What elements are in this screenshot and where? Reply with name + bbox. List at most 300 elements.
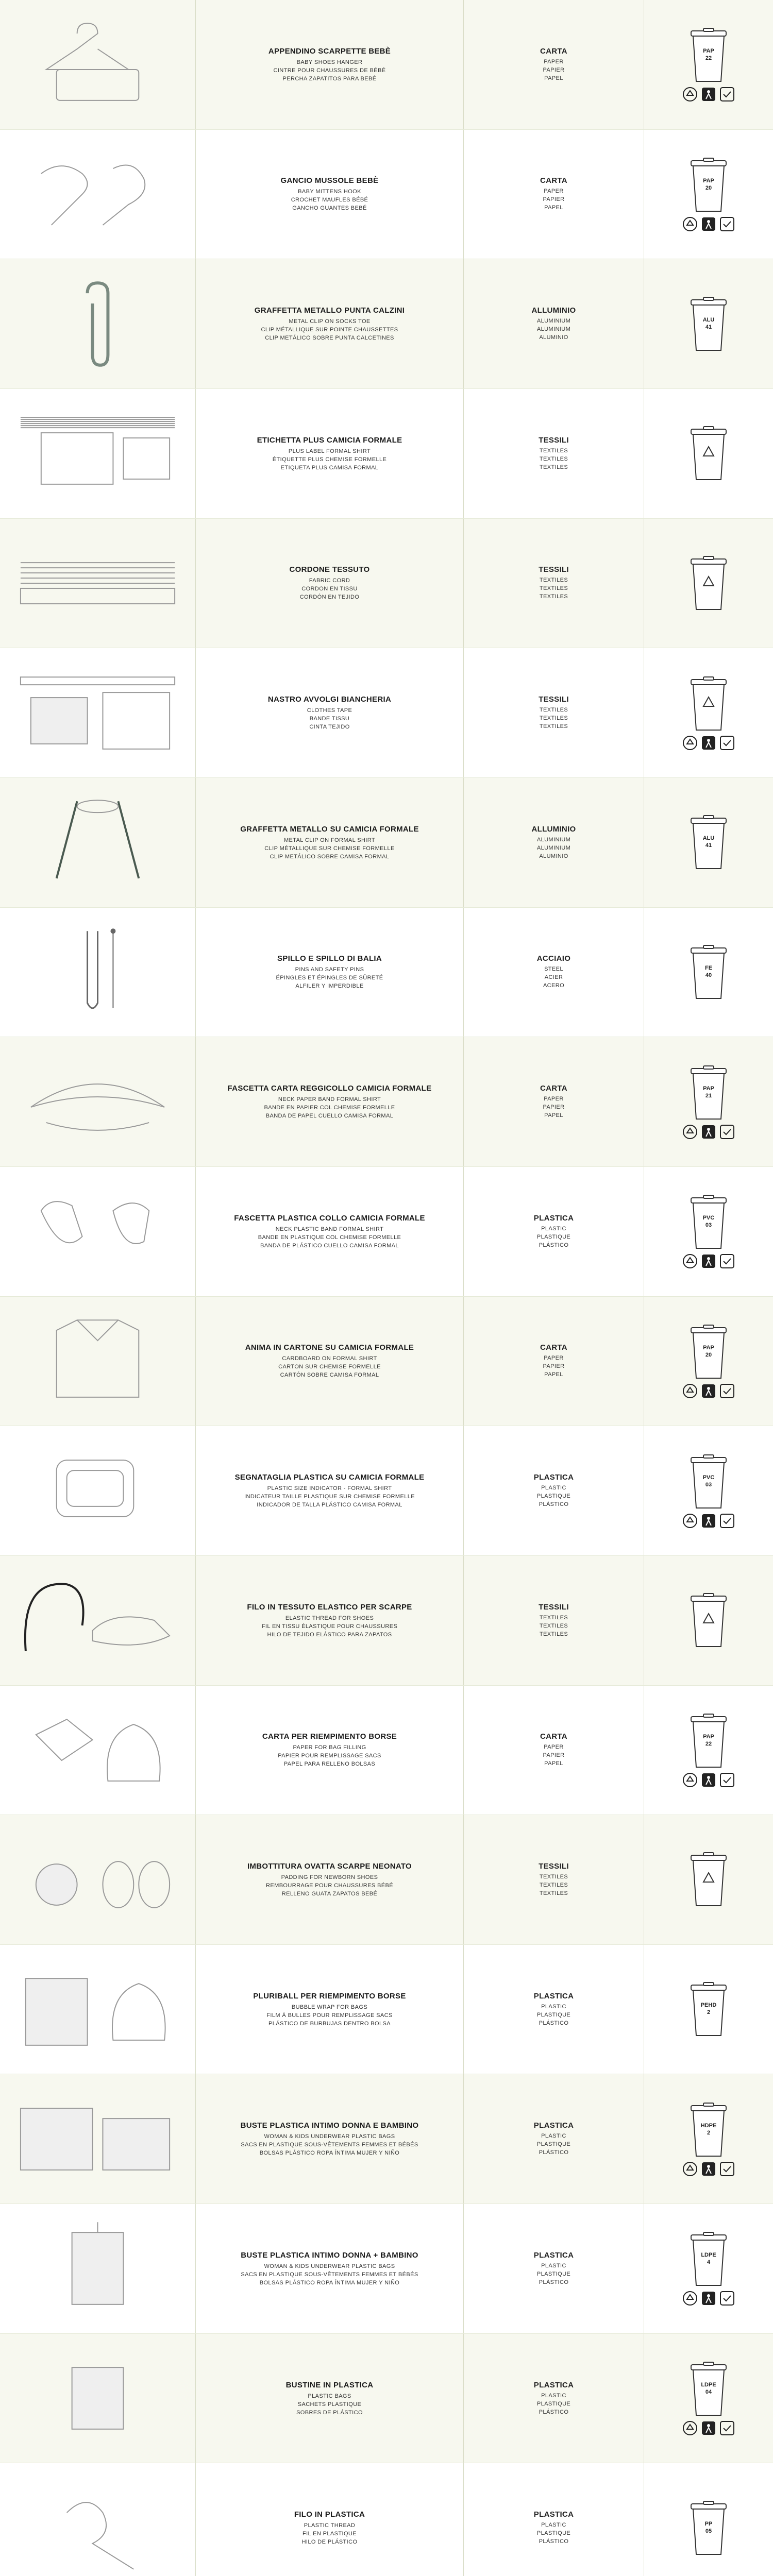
material-name: CARTA <box>540 1732 567 1741</box>
material-entry <box>539 1862 569 1897</box>
plus-label-icon <box>0 402 195 505</box>
material-translation: TEXTILES <box>539 464 568 470</box>
tidyman-icon <box>701 735 716 751</box>
bin-code-label: LDPE <box>701 2252 716 2259</box>
recycle-icon <box>682 1124 698 1140</box>
material-cell <box>464 0 644 129</box>
material-group <box>540 47 567 82</box>
material-translation: PAPER <box>544 1096 564 1103</box>
material-translation: PLÁSTICO <box>539 2279 569 2285</box>
table-row <box>0 130 773 260</box>
bin-code-label: PVC <box>702 1215 715 1222</box>
material-cell <box>464 259 644 388</box>
bin-code-label: PVC <box>702 1474 715 1481</box>
material-entry <box>534 2510 574 2546</box>
product-name: FILO IN PLASTICA <box>294 2510 365 2519</box>
bin-entry <box>688 425 729 482</box>
product-translation: ALFILER Y IMPERDIBLE <box>295 983 364 990</box>
bin-icon <box>688 1324 729 1380</box>
bin-icon <box>688 1981 729 2038</box>
product-translation: BABY SHOES HANGER <box>296 59 363 65</box>
disposal-cell <box>644 1037 773 1166</box>
bin-entry <box>682 2102 735 2177</box>
size-indicator-icon <box>0 1439 195 1543</box>
product-name: ANIMA IN CARTONE SU CAMICIA FORMALE <box>245 1343 414 1352</box>
recycle-badges <box>682 87 735 102</box>
recycle-icon <box>682 1383 698 1399</box>
material-entry <box>539 1603 569 1638</box>
product-translation: CARTÓN SOBRE CAMISA FORMAL <box>280 1372 379 1379</box>
bin-code-label: ALU <box>702 316 715 323</box>
material-translation: ALUMINIO <box>539 853 568 859</box>
shirt-cardboard-icon <box>0 1310 195 1413</box>
material-group <box>539 695 569 731</box>
bin-code-number: 04 <box>705 2389 712 2396</box>
bin-icon <box>688 2231 729 2287</box>
table-row <box>0 908 773 1038</box>
material-cell <box>464 130 644 259</box>
material-cell <box>464 2334 644 2463</box>
bin-entry <box>682 27 735 102</box>
table-row <box>0 2463 773 2576</box>
hanger-bag-icon <box>0 2217 195 2320</box>
product-name-cell <box>196 1297 464 1426</box>
product-image-cell <box>0 1686 196 1815</box>
material-translation: PLÁSTICO <box>539 2409 569 2415</box>
product-translation: WOMAN & KIDS UNDERWEAR PLASTIC BAGS <box>264 2133 395 2140</box>
product-name-cell <box>196 1426 464 1555</box>
shoe-padding-icon <box>0 1828 195 1931</box>
bin-icon <box>688 1064 729 1121</box>
bin-icon <box>688 157 729 213</box>
product-name: SPILLO E SPILLO DI BALIA <box>277 954 382 963</box>
bin-check-icon <box>719 1253 735 1269</box>
material-translation: TEXTILES <box>539 1882 568 1888</box>
bin-code-label: PEHD <box>700 2002 717 2009</box>
material-group <box>534 2251 574 2286</box>
material-group <box>540 1732 567 1768</box>
disposal-cell <box>644 648 773 777</box>
material-translation: PAPER <box>544 58 564 65</box>
bin-check-icon <box>719 1383 735 1399</box>
product-translation: FIL EN TISSU ÉLASTIQUE POUR CHAUSSURES <box>261 1623 398 1630</box>
material-name: TESSILI <box>539 435 569 445</box>
bin-check-icon <box>719 87 735 102</box>
material-translation: PLASTIQUE <box>536 2011 571 2018</box>
material-entry <box>534 2121 574 2157</box>
metal-clip-icon <box>0 273 195 376</box>
product-translation: ELASTIC THREAD FOR SHOES <box>285 1615 374 1621</box>
bin-entry <box>688 555 729 612</box>
material-group <box>531 306 576 342</box>
product-image-cell <box>0 1297 196 1426</box>
material-translation: PLASTIC <box>541 1485 566 1492</box>
bin-check-icon <box>719 735 735 751</box>
material-translation: PAPIER <box>543 196 565 203</box>
material-entry <box>537 954 570 990</box>
material-entry <box>534 1214 574 1249</box>
product-image-cell <box>0 1815 196 1944</box>
product-image-cell <box>0 389 196 518</box>
material-translation: PAPEL <box>544 1371 563 1378</box>
bin-icon <box>688 555 729 612</box>
product-translation: BOLSAS PLÁSTICO ROPA ÍNTIMA MUJER Y NIÑO <box>259 2150 400 2157</box>
bin-entry <box>682 1194 735 1269</box>
product-name: GRAFFETTA METALLO PUNTA CALZINI <box>254 306 405 315</box>
bin-icon <box>688 814 729 871</box>
bin-code-number: 21 <box>705 1092 712 1099</box>
bin-check-icon <box>719 216 735 232</box>
linen-tape-icon <box>0 662 195 765</box>
bin-code-number: 03 <box>705 1481 712 1488</box>
material-entry <box>539 436 569 471</box>
material-cell <box>464 1037 644 1166</box>
bin-icon <box>688 425 729 482</box>
bin-group <box>688 1592 729 1649</box>
product-translation: CARTON SUR CHEMISE FORMELLE <box>278 1364 381 1370</box>
material-translation: PLÁSTICO <box>539 2149 569 2156</box>
recycle-badges <box>682 2161 735 2177</box>
material-translation: PAPEL <box>544 205 563 211</box>
bin-check-icon <box>719 2420 735 2436</box>
material-translation: PLASTIQUE <box>536 2270 571 2277</box>
product-translation: FIL EN PLASTIQUE <box>302 2531 357 2537</box>
material-cell <box>464 1426 644 1555</box>
product-translation: FILM À BULLES POUR REMPLISSAGE SACS <box>266 2012 393 2019</box>
material-translation: PAPER <box>544 1744 564 1751</box>
product-translation: WOMAN & KIDS UNDERWEAR PLASTIC BAGS <box>264 2263 395 2269</box>
product-translation: SACHETS PLASTIQUE <box>297 2401 362 2408</box>
product-translation: BANDA DE PLÁSTICO CUELLO CAMISA FORMAL <box>260 1242 399 1249</box>
bin-entry <box>682 1064 735 1140</box>
material-entry <box>534 2381 574 2416</box>
bin-entry <box>688 1981 729 2038</box>
product-name: BUSTE PLASTICA INTIMO DONNA + BAMBINO <box>241 2250 418 2260</box>
bin-code-label: PAP <box>703 48 714 55</box>
product-image-cell <box>0 1556 196 1685</box>
material-translation: ALUMINIUM <box>536 318 571 325</box>
disposal-cell <box>644 1945 773 2074</box>
material-translation: PLASTIQUE <box>536 1233 571 1240</box>
bin-code-number: 05 <box>705 2528 712 2534</box>
shirt-clip-icon <box>0 791 195 894</box>
product-translation: METAL CLIP ON SOCKS TOE <box>289 318 371 325</box>
bin-icon <box>688 2361 729 2417</box>
disposal-cell <box>644 908 773 1037</box>
material-name: ALLUMINIO <box>531 306 576 315</box>
product-translation: CLIP METÁLICO SOBRE CAMISA FORMAL <box>270 853 390 860</box>
bin-code-number: 2 <box>707 2009 711 2016</box>
product-name: ETICHETTA PLUS CAMICIA FORMALE <box>257 435 402 445</box>
material-cell <box>464 1686 644 1815</box>
product-translation: PERCHA ZAPATITOS PARA BEBÉ <box>282 75 377 82</box>
material-name: TESSILI <box>539 1861 569 1871</box>
bin-icon <box>688 2500 729 2556</box>
material-name: TESSILI <box>539 1602 569 1612</box>
disposal-cell <box>644 778 773 907</box>
material-translation: PLASTIC <box>541 1225 566 1232</box>
product-name: APPENDINO SCARPETTE BEBÈ <box>268 46 391 56</box>
fabric-cord-icon <box>0 532 195 635</box>
material-translation: PAPER <box>544 188 564 195</box>
material-cell <box>464 519 644 648</box>
bin-check-icon <box>719 2291 735 2306</box>
product-translation: CLIP MÉTALLIQUE SUR POINTE CHAUSSETTES <box>261 327 398 333</box>
bin-icon <box>688 675 729 732</box>
material-name: PLASTICA <box>533 1473 574 1482</box>
material-translation: PLASTIQUE <box>536 1493 571 1500</box>
material-entry <box>531 825 576 860</box>
bin-icon <box>688 944 729 1001</box>
table-row <box>0 519 773 649</box>
product-name-cell <box>196 1815 464 1944</box>
bin-code-number: 2 <box>707 2129 711 2136</box>
table-row <box>0 389 773 519</box>
recycle-icon <box>682 87 698 102</box>
product-translation: BANDE EN PLASTIQUE COL CHEMISE FORMELLE <box>258 1234 401 1241</box>
product-translation: CINTA TEJIDO <box>309 724 350 731</box>
table-row <box>0 1686 773 1816</box>
tidyman-icon <box>701 2420 716 2436</box>
material-cell <box>464 908 644 1037</box>
bin-entry <box>688 1592 729 1649</box>
material-cell <box>464 2463 644 2576</box>
material-translation: PLÁSTICO <box>539 1242 569 1248</box>
material-translation: TEXTILES <box>539 1890 568 1896</box>
recycle-icon <box>682 1513 698 1529</box>
recycle-icon <box>682 216 698 232</box>
tidyman-icon <box>701 87 716 102</box>
product-translation: PAPIER POUR REMPLISSAGE SACS <box>278 1753 381 1759</box>
recycle-icon <box>682 2420 698 2436</box>
product-name-cell <box>196 2334 464 2463</box>
material-translation: PLASTIC <box>541 2522 566 2529</box>
recycle-badges <box>682 216 735 232</box>
table-row <box>0 1167 773 1297</box>
material-translation: TEXTILES <box>539 707 568 714</box>
table-row <box>0 1426 773 1556</box>
material-translation: ACIER <box>544 974 563 981</box>
product-translation: CLIP MÉTALLIQUE SUR CHEMISE FORMELLE <box>264 845 395 852</box>
bin-group <box>682 1194 735 1269</box>
bin-code-label: LDPE <box>701 2382 716 2388</box>
product-name-cell <box>196 778 464 907</box>
material-group <box>531 825 576 860</box>
bin-entry <box>688 814 729 871</box>
recycle-icon <box>682 2161 698 2177</box>
product-translation: METAL CLIP ON FORMAL SHIRT <box>283 837 376 843</box>
bin-group <box>688 2500 729 2556</box>
bin-icon <box>688 1194 729 1250</box>
table-row <box>0 1945 773 2075</box>
material-translation: TEXTILES <box>539 594 568 600</box>
product-name-cell <box>196 648 464 777</box>
product-translation: PLASTIC SIZE INDICATOR - FORMAL SHIRT <box>267 1485 392 1492</box>
product-translation: BOLSAS PLÁSTICO ROPA ÍNTIMA MUJER Y NIÑO <box>259 2279 400 2286</box>
product-translation: GANCHO GUANTES BEBÉ <box>292 205 367 212</box>
bin-icon <box>688 1851 729 1908</box>
bin-code-number: 41 <box>705 324 712 330</box>
mittens-hook-icon <box>0 143 195 246</box>
product-translation: CARDBOARD ON FORMAL SHIRT <box>282 1355 377 1362</box>
product-translation: PLUS LABEL FORMAL SHIRT <box>288 448 371 454</box>
recycle-badges <box>682 1383 735 1399</box>
product-translation: HILO DE TEJIDO ELÁSTICO PARA ZAPATOS <box>267 1631 392 1638</box>
bin-group <box>682 157 735 232</box>
material-translation: ACERO <box>543 982 565 989</box>
product-name: CORDONE TESSUTO <box>289 565 370 574</box>
product-image-cell <box>0 648 196 777</box>
bin-group <box>682 27 735 102</box>
table-row <box>0 1297 773 1427</box>
product-image-cell <box>0 259 196 388</box>
material-translation: ALUMINIUM <box>536 326 571 333</box>
product-translation: CORDÓN EN TEJIDO <box>299 594 360 601</box>
product-translation: PLASTIC BAGS <box>308 2393 351 2399</box>
product-image-cell <box>0 2334 196 2463</box>
bubble-wrap-icon <box>0 1958 195 2061</box>
product-image-cell <box>0 2074 196 2204</box>
material-entry <box>539 695 569 731</box>
table-row <box>0 648 773 778</box>
table-row <box>0 2204 773 2334</box>
baby-shoes-hanger-icon <box>0 13 195 116</box>
bin-code-label: PP <box>704 2520 713 2527</box>
product-name: FASCETTA CARTA REGGICOLLO CAMICIA FORMALE <box>227 1084 432 1093</box>
material-cell <box>464 648 644 777</box>
product-translation: ÉPINGLES ET ÉPINGLES DE SÛRETÉ <box>276 975 383 981</box>
recycle-badges <box>682 735 735 751</box>
disposal-cell <box>644 2074 773 2204</box>
recycle-badges <box>682 2291 735 2306</box>
material-translation: PAPIER <box>543 1104 565 1111</box>
bin-entry <box>682 1453 735 1529</box>
material-cell <box>464 1815 644 1944</box>
underwear-bag-icon <box>0 2088 195 2191</box>
material-translation: TEXTILES <box>539 723 568 730</box>
product-name-cell <box>196 908 464 1037</box>
bin-entry <box>682 2361 735 2436</box>
disposal-cell <box>644 2204 773 2333</box>
material-translation: TEXTILES <box>539 1631 568 1637</box>
product-image-cell <box>0 778 196 907</box>
recycle-icon <box>682 2291 698 2306</box>
tidyman-icon <box>701 216 716 232</box>
material-translation: PLÁSTICO <box>539 2538 569 2545</box>
product-name-cell <box>196 519 464 648</box>
product-translation: PAPER FOR BAG FILLING <box>293 1744 366 1751</box>
product-translation: REMBOURRAGE POUR CHAUSSURES BÉBÉ <box>266 1882 393 1889</box>
material-translation: PAPIER <box>543 66 565 73</box>
small-bag-icon <box>0 2347 195 2450</box>
material-name: PLASTICA <box>533 2510 574 2519</box>
disposal-cell <box>644 1686 773 1815</box>
disposal-cell <box>644 259 773 388</box>
material-translation: PLASTIQUE <box>536 2141 571 2148</box>
product-name: BUSTE PLASTICA INTIMO DONNA E BAMBINO <box>240 2121 419 2130</box>
bin-group <box>682 2231 735 2306</box>
material-translation: PLASTIQUE <box>536 2400 571 2407</box>
product-translation: PADDING FOR NEWBORN SHOES <box>281 1874 378 1880</box>
bin-code-number: 03 <box>705 1222 712 1229</box>
material-translation: TEXTILES <box>539 1622 568 1629</box>
material-name: PLASTICA <box>533 1213 574 1223</box>
plastic-collar-icon <box>0 1180 195 1283</box>
product-translation: BUBBLE WRAP FOR BAGS <box>291 2004 368 2010</box>
bin-group <box>688 555 729 612</box>
bin-entry <box>688 296 729 352</box>
elastic-thread-icon <box>0 1569 195 1672</box>
disposal-cell <box>644 0 773 129</box>
material-translation: PAPER <box>544 1355 564 1362</box>
product-name-cell <box>196 1037 464 1166</box>
material-entry <box>540 47 567 82</box>
material-entry <box>540 1732 567 1768</box>
material-group <box>534 1214 574 1249</box>
material-group <box>540 1343 567 1379</box>
table-row <box>0 2334 773 2464</box>
bin-group <box>682 2102 735 2177</box>
table-row <box>0 0 773 130</box>
product-translation: INDICADOR DE TALLA PLÁSTICO CAMISA FORMAL <box>257 1502 402 1509</box>
bin-group <box>682 1324 735 1399</box>
material-entry <box>531 306 576 342</box>
material-translation: PLASTIC <box>541 2133 566 2140</box>
material-translation: PLASTIC <box>541 2262 566 2269</box>
bin-check-icon <box>719 1124 735 1140</box>
material-name: TESSILI <box>539 695 569 704</box>
material-translation: PLASTIC <box>541 2003 566 2010</box>
material-name: CARTA <box>540 1084 567 1093</box>
material-translation: STEEL <box>544 966 563 973</box>
product-name: FILO IN TESSUTO ELASTICO PER SCARPE <box>247 1602 412 1612</box>
bin-entry <box>682 675 735 751</box>
product-name: SEGNATAGLIA PLASTICA SU CAMICIA FORMALE <box>234 1473 425 1482</box>
product-translation: NECK PAPER BAND FORMAL SHIRT <box>278 1096 381 1103</box>
product-translation: SACS EN PLASTIQUE SOUS-VÊTEMENTS FEMMES ET BÉBÉS <box>241 2271 418 2278</box>
bin-group <box>688 1981 729 2038</box>
product-name-cell <box>196 2074 464 2204</box>
bin-entry <box>682 2231 735 2306</box>
material-translation: PAPIER <box>543 1752 565 1759</box>
material-translation: PAPEL <box>544 1112 563 1119</box>
material-group <box>534 1992 574 2027</box>
bin-check-icon <box>719 1772 735 1788</box>
disposal-cell <box>644 2463 773 2576</box>
material-entry <box>540 176 567 212</box>
product-image-cell <box>0 1037 196 1166</box>
material-cell <box>464 778 644 907</box>
plastic-thread-icon <box>0 2477 195 2576</box>
material-translation: TEXTILES <box>539 585 568 592</box>
product-name: GRAFFETTA METALLO SU CAMICIA FORMALE <box>240 824 419 834</box>
product-translation: PAPEL PARA RELLENO BOLSAS <box>283 1761 376 1768</box>
material-name: CARTA <box>540 46 567 56</box>
bin-code-number: 41 <box>705 842 712 849</box>
bin-group <box>688 814 729 871</box>
material-translation: PAPIER <box>543 1363 565 1370</box>
material-group <box>539 1603 569 1638</box>
product-translation: PLASTIC THREAD <box>304 2522 356 2529</box>
product-translation: ETIQUETA PLUS CAMISA FORMAL <box>280 464 379 471</box>
material-cell <box>464 2204 644 2333</box>
bin-icon <box>688 1592 729 1649</box>
product-translation: FABRIC CORD <box>309 578 350 584</box>
bin-code-number: 40 <box>705 972 712 978</box>
product-name-cell <box>196 1945 464 2074</box>
recycle-badges <box>682 2420 735 2436</box>
table-row <box>0 1815 773 1945</box>
